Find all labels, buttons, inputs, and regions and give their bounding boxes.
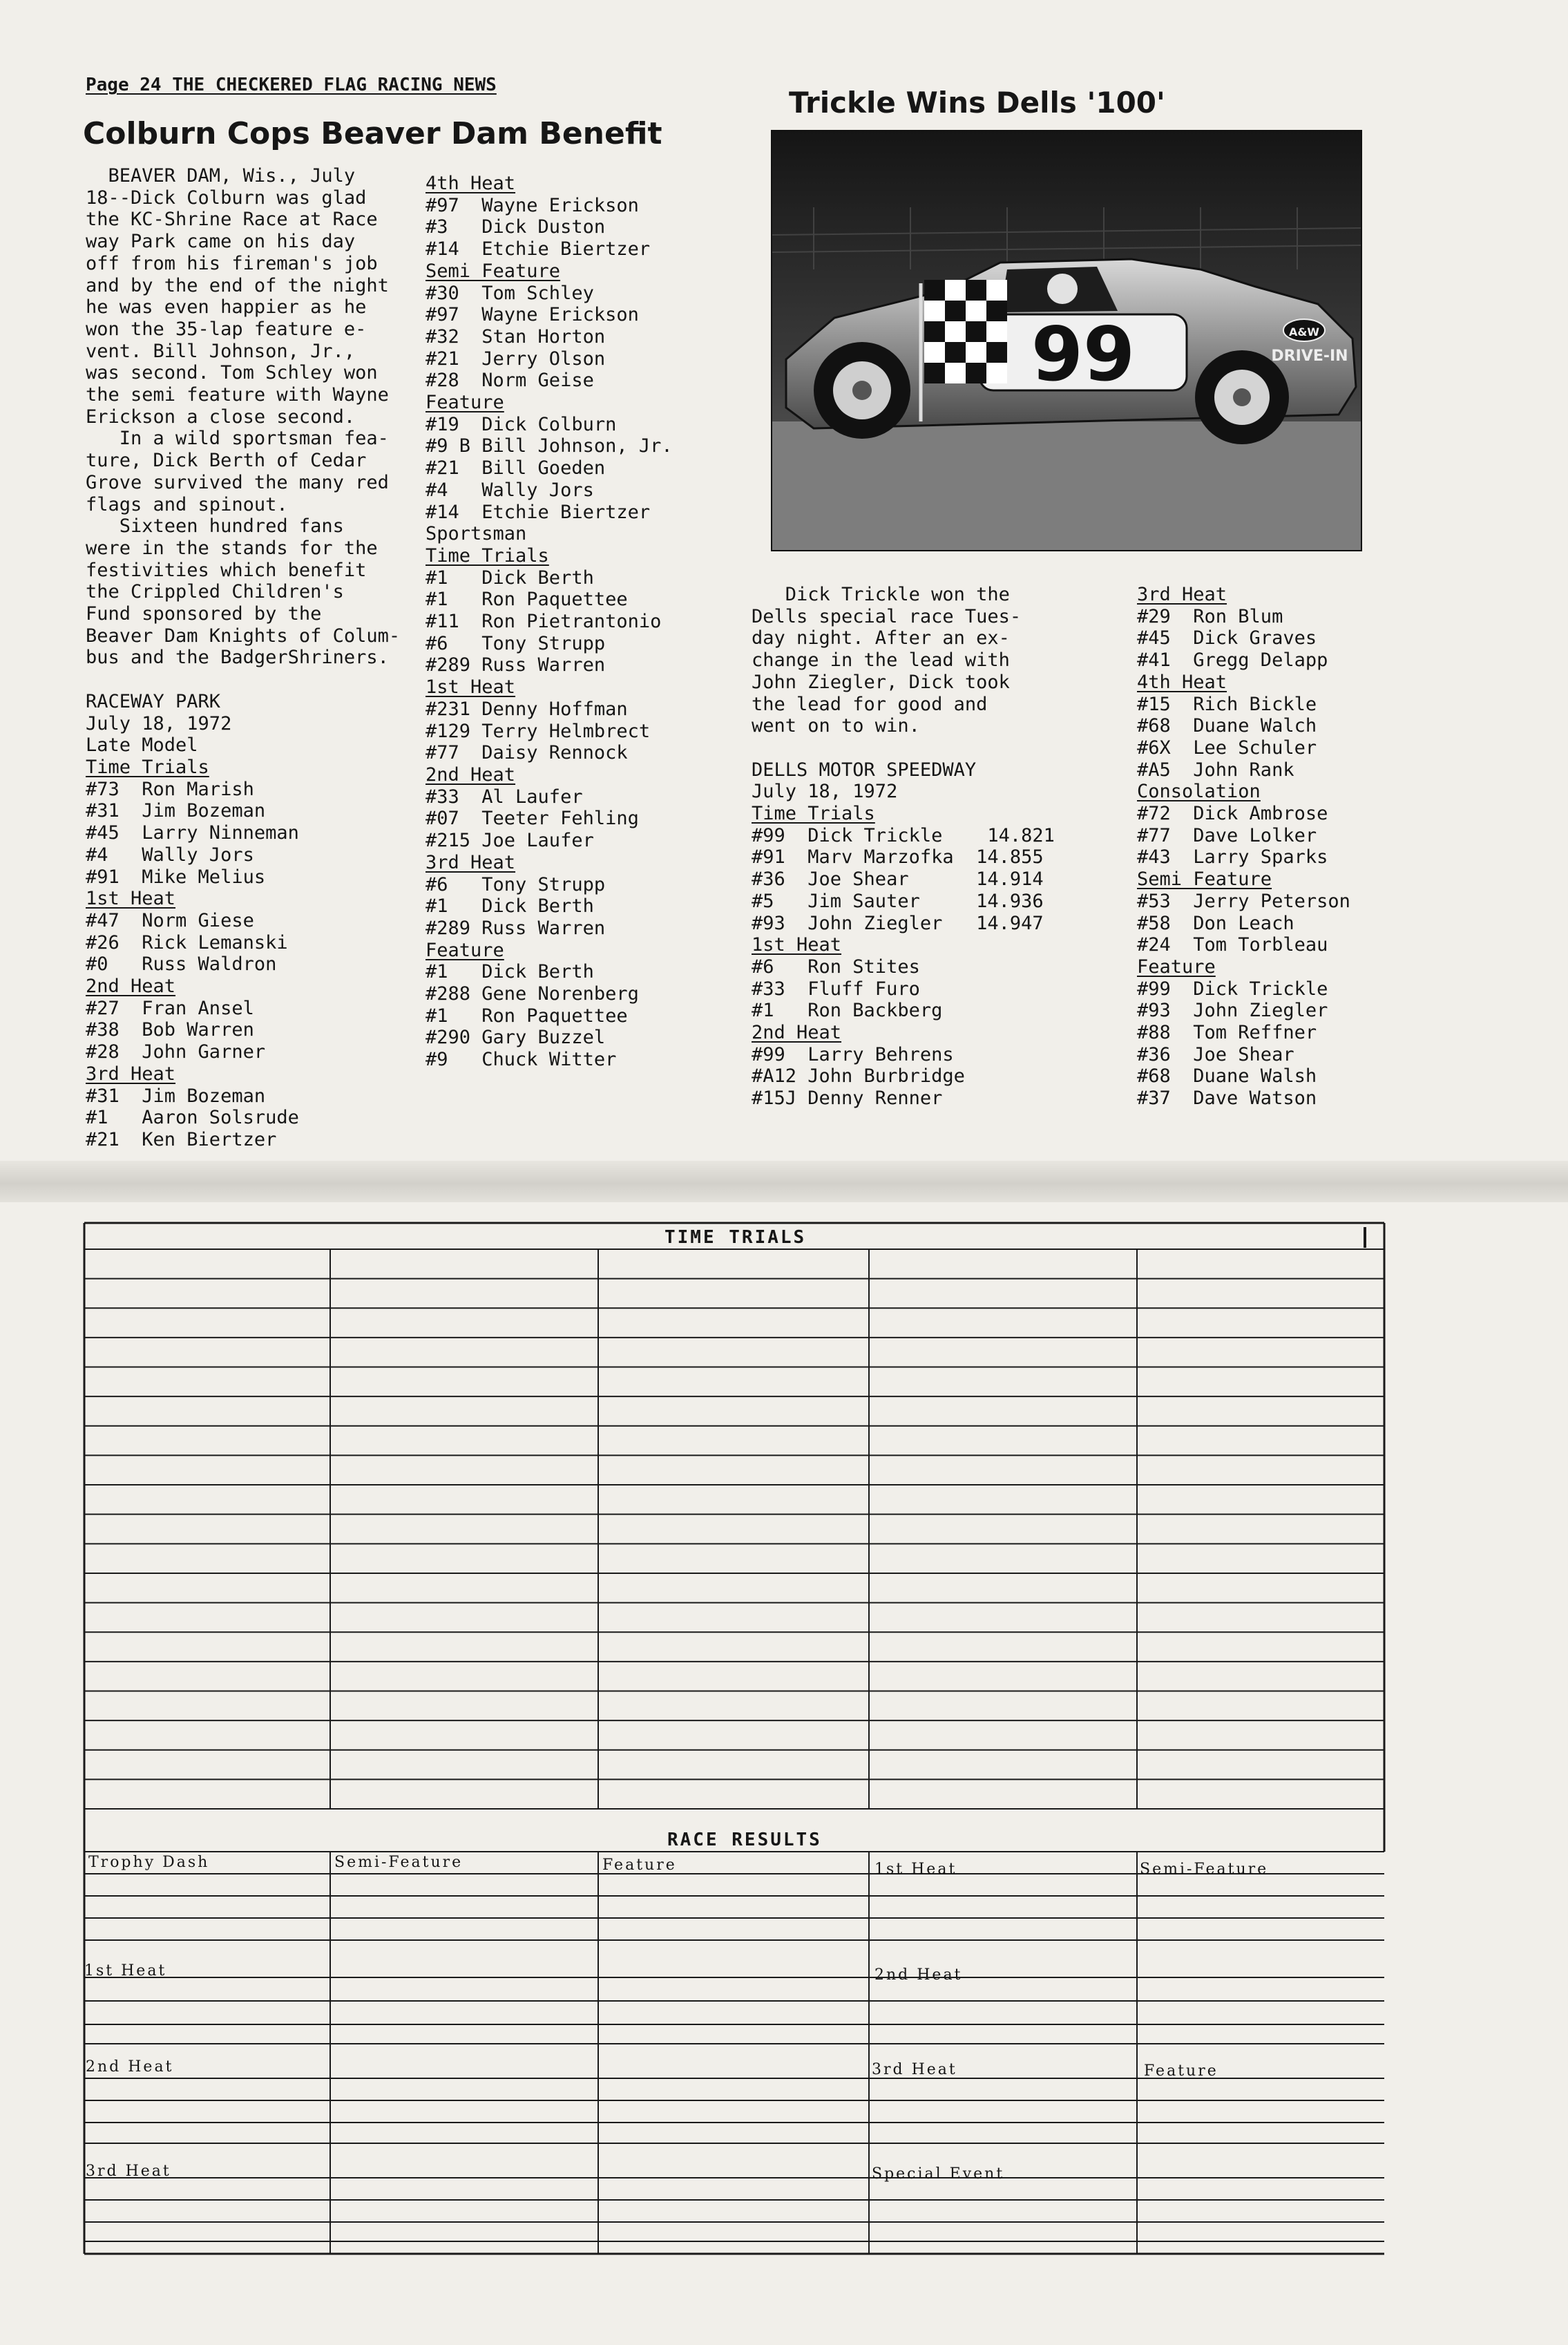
text-line: BEAVER DAM, Wis., July xyxy=(86,165,356,187)
text-line: #1 Dick Berth xyxy=(426,895,594,918)
text-line: Time Trials xyxy=(426,544,549,567)
sponsor-badge: A&W xyxy=(1289,325,1319,339)
text-line: #129 Terry Helmbrect xyxy=(426,720,651,742)
text-line: #45 Larry Ninneman xyxy=(86,822,299,844)
text-line: #97 Wayne Erickson xyxy=(426,194,639,216)
text-line: 3rd Heat xyxy=(1137,584,1227,605)
text-line: Semi Feature xyxy=(426,260,561,282)
text-line: #29 Ron Blum xyxy=(1137,605,1283,627)
text-line: #1 Dick Berth xyxy=(426,567,594,589)
text-line: 3rd Heat xyxy=(426,851,516,873)
label-semi-feature-2: Semi-Feature xyxy=(1140,1861,1269,1878)
label-trophy-dash: Trophy Dash xyxy=(88,1854,210,1871)
text-line: #99 Larry Behrens xyxy=(752,1043,954,1065)
text-line: #24 Tom Torbleau xyxy=(1137,934,1328,956)
text-line: #73 Ron Marish xyxy=(86,778,254,800)
label-1st-heat-left: 1st Heat xyxy=(84,1962,167,1980)
text-line: way Park came on his day xyxy=(86,231,356,253)
text-line: 1st Heat xyxy=(752,934,842,956)
text-line: #5 Jim Sauter 14.936 xyxy=(752,890,1044,912)
label-1st-heat-right: 1st Heat xyxy=(874,1861,957,1878)
text-line: #11 Ron Pietrantonio xyxy=(426,611,662,633)
text-line: #38 Bob Warren xyxy=(86,1019,254,1041)
text-line: #289 Russ Warren xyxy=(426,917,606,939)
text-line: #47 Norm Giese xyxy=(86,909,254,931)
text-line: 4th Heat xyxy=(426,173,516,194)
text-line: Semi Feature xyxy=(1137,868,1272,891)
text-line: Beaver Dam Knights of Colum- xyxy=(86,625,401,647)
text-line: Dick Trickle won the xyxy=(752,584,1010,605)
text-line: #0 Russ Waldron xyxy=(86,953,277,976)
text-line: #9 Chuck Witter xyxy=(426,1049,617,1071)
text-line: #41 Gregg Delapp xyxy=(1137,649,1328,672)
label-2nd-heat-right: 2nd Heat xyxy=(874,1966,963,1984)
time-trials-title: TIME TRIALS xyxy=(665,1227,807,1248)
text-line: RACEWAY PARK xyxy=(86,690,221,712)
text-line: he was even happier as he xyxy=(86,296,367,319)
text-line: day night. After an ex- xyxy=(752,627,1010,649)
text-line: #28 Norm Geise xyxy=(426,370,594,392)
text-line: #30 Tom Schley xyxy=(426,282,594,304)
text-line: 2nd Heat xyxy=(86,976,176,998)
text-line: #99 Dick Trickle 14.821 xyxy=(752,824,1055,846)
text-line: the Crippled Children's xyxy=(86,581,344,603)
text-line: #26 Rick Lemanski xyxy=(86,931,288,953)
race-results-title: RACE RESULTS xyxy=(667,1830,822,1850)
text-line: #15J Denny Renner xyxy=(752,1088,943,1110)
text-line: #289 Russ Warren xyxy=(426,654,606,676)
text-line: #33 Al Laufer xyxy=(426,786,583,808)
text-line: #32 Stan Horton xyxy=(426,325,606,348)
text-line: the semi feature with Wayne xyxy=(86,384,389,406)
text-line: 18--Dick Colburn was glad xyxy=(86,187,367,209)
text-line: vent. Bill Johnson, Jr., xyxy=(86,340,356,362)
text-line: Grove survived the many red xyxy=(86,471,389,493)
text-line: #19 Dick Colburn xyxy=(426,413,617,435)
label-3rd-heat-left: 3rd Heat xyxy=(86,2163,171,2180)
text-line: Erickson a close second. xyxy=(86,406,356,428)
text-line: went on to win. xyxy=(752,715,920,737)
text-line: #72 Dick Ambrose xyxy=(1137,803,1328,825)
text-line: Feature xyxy=(426,939,504,961)
text-line: #28 John Garner xyxy=(86,1041,266,1063)
car-number: 99 xyxy=(1031,312,1136,398)
label-special-event: Special Event xyxy=(872,2165,1005,2183)
text-line: Time Trials xyxy=(86,756,209,778)
text-line: #88 Tom Reffner xyxy=(1137,1022,1317,1044)
text-line: #6 Tony Strupp xyxy=(426,632,606,654)
text-line: #A5 John Rank xyxy=(1137,759,1294,781)
text-line: #6 Ron Stites xyxy=(752,956,920,978)
text-line: #215 Joe Laufer xyxy=(426,830,594,852)
text-line: #43 Larry Sparks xyxy=(1137,846,1328,868)
text-line: ture, Dick Berth of Cedar xyxy=(86,450,367,472)
text-line: #9 B Bill Johnson, Jr. xyxy=(426,435,673,457)
text-line: #21 Ken Biertzer xyxy=(86,1128,277,1150)
text-line: #A12 John Burbridge xyxy=(752,1065,965,1088)
text-line: was second. Tom Schley won xyxy=(86,362,378,384)
label-feature-1: Feature xyxy=(602,1857,677,1874)
text-line: #21 Bill Goeden xyxy=(426,457,606,480)
text-line: #07 Teeter Fehling xyxy=(426,808,639,830)
text-line: #36 Joe Shear xyxy=(1137,1043,1294,1065)
text-line: #68 Duane Walsh xyxy=(1137,1065,1317,1088)
text-line: change in the lead with xyxy=(752,649,1010,672)
text-line: #1 Dick Berth xyxy=(426,961,594,983)
text-line: and by the end of the night xyxy=(86,274,389,296)
text-line: #14 Etchie Biertzer xyxy=(426,238,651,260)
text-line: bus and the BadgerShriners. xyxy=(86,647,389,669)
text-line: 1st Heat xyxy=(426,676,516,699)
text-line: #1 Ron Paquettee xyxy=(426,1005,628,1027)
text-line: #37 Dave Watson xyxy=(1137,1088,1317,1110)
text-line: #31 Jim Bozeman xyxy=(86,1085,266,1107)
text-line: #58 Don Leach xyxy=(1137,912,1294,934)
label-feature-2: Feature xyxy=(1144,2062,1218,2080)
text-line: #45 Dick Graves xyxy=(1137,627,1317,649)
text-line: #99 Dick Trickle xyxy=(1137,978,1328,1000)
text-line: #288 Gene Norenberg xyxy=(426,983,639,1005)
text-line: #36 Joe Shear 14.914 xyxy=(752,868,1044,891)
text-line: Consolation xyxy=(1137,781,1261,803)
text-line: John Ziegler, Dick took xyxy=(752,671,1010,693)
text-line: Fund sponsored by the xyxy=(86,603,322,625)
text-line: #4 Wally Jors xyxy=(86,844,254,866)
text-line: won the 35-lap feature e- xyxy=(86,318,367,340)
text-line: #68 Duane Walch xyxy=(1137,715,1317,737)
right-headline: Trickle Wins Dells '100' xyxy=(789,86,1165,120)
text-line: #4 Wally Jors xyxy=(426,479,594,501)
page-header: Page 24 THE CHECKERED FLAG RACING NEWS xyxy=(86,75,497,95)
text-line: Feature xyxy=(426,392,504,414)
label-semi-feature-1: Semi-Feature xyxy=(334,1854,463,1871)
text-line: #91 Mike Melius xyxy=(86,866,266,888)
text-line: #14 Etchie Biertzer xyxy=(426,501,651,523)
text-line: #15 Rich Bickle xyxy=(1137,693,1317,715)
text-line: #21 Jerry Olson xyxy=(426,348,606,370)
text-line: Sixteen hundred fans xyxy=(86,515,344,538)
label-2nd-heat-left: 2nd Heat xyxy=(86,2058,174,2076)
text-line: #77 Dave Lolker xyxy=(1137,824,1317,846)
text-line: Late Model xyxy=(86,734,198,757)
label-3rd-heat-right: 3rd Heat xyxy=(872,2061,957,2078)
text-line: 3rd Heat xyxy=(86,1063,176,1085)
text-line: flags and spinout. xyxy=(86,493,288,515)
text-line: Sportsman xyxy=(426,523,527,545)
text-line: July 18, 1972 xyxy=(752,781,898,803)
text-line: #6 Tony Strupp xyxy=(426,873,606,895)
text-line: Dells special race Tues- xyxy=(752,605,1022,627)
text-line: #93 John Ziegler 14.947 xyxy=(752,912,1044,934)
text-line: #97 Wayne Erickson xyxy=(426,304,639,326)
text-line: Feature xyxy=(1137,956,1216,978)
text-line: 2nd Heat xyxy=(752,1022,842,1044)
text-line: July 18, 1972 xyxy=(86,712,232,734)
text-line: were in the stands for the xyxy=(86,537,378,559)
text-line: #6X Lee Schuler xyxy=(1137,737,1317,759)
text-line: the lead for good and xyxy=(752,693,988,715)
text-line: off from his fireman's job xyxy=(86,252,378,274)
text-line: #77 Daisy Rennock xyxy=(426,742,628,764)
text-line: #3 Dick Duston xyxy=(426,216,606,238)
text-line: #31 Jim Bozeman xyxy=(86,800,266,822)
text-line: #231 Denny Hoffman xyxy=(426,698,628,720)
text-line: In a wild sportsman fea- xyxy=(86,428,389,450)
text-line: #27 Fran Ansel xyxy=(86,997,254,1019)
text-line: 4th Heat xyxy=(1137,671,1227,693)
text-line: the KC-Shrine Race at Race xyxy=(86,209,378,231)
text-line: #91 Marv Marzofka 14.855 xyxy=(752,846,1044,868)
text-line: #53 Jerry Peterson xyxy=(1137,890,1350,912)
text-line: DELLS MOTOR SPEEDWAY xyxy=(752,759,977,781)
text-line: 1st Heat xyxy=(86,888,176,910)
text-line: #1 Aaron Solsrude xyxy=(86,1107,299,1129)
text-line: Time Trials xyxy=(752,803,875,825)
text-line: 2nd Heat xyxy=(426,763,516,786)
text-line: #1 Ron Paquettee xyxy=(426,589,628,611)
text-line: #290 Gary Buzzel xyxy=(426,1027,606,1049)
text-line: #33 Fluff Furo xyxy=(752,978,920,1000)
text-line: #1 Ron Backberg xyxy=(752,1000,943,1022)
sponsor-text: DRIVE-IN xyxy=(1271,348,1348,365)
text-line: #93 John Ziegler xyxy=(1137,1000,1328,1022)
text-line: festivities which benefit xyxy=(86,559,367,581)
left-headline: Colburn Cops Beaver Dam Benefit xyxy=(83,116,662,151)
